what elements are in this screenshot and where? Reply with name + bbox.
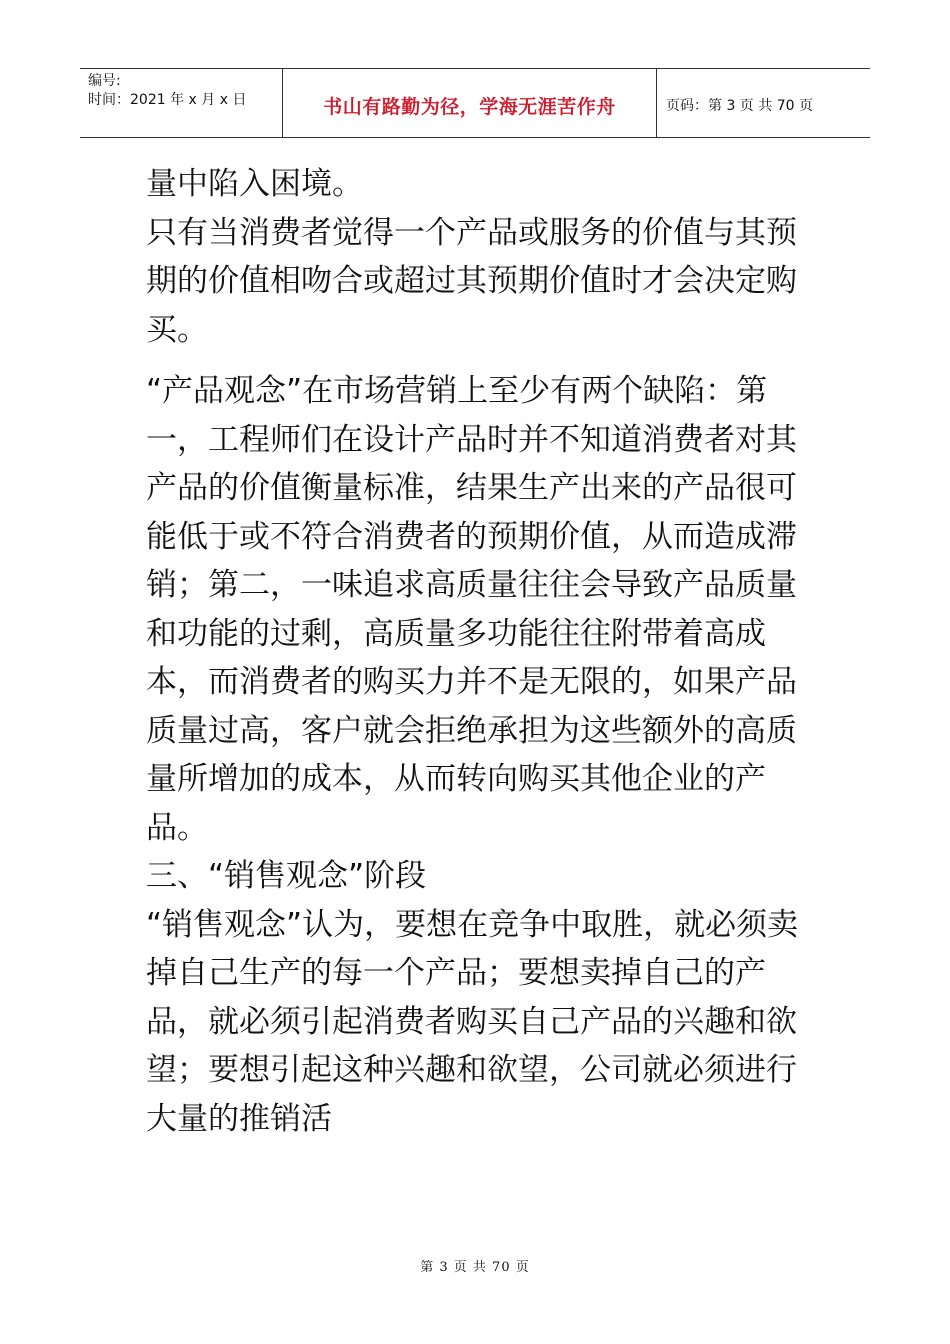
header-page-info: 页码：第 3 页 共 70 页: [666, 98, 813, 114]
header-motto: 书山有路勤为径，学海无涯苦作舟: [323, 95, 616, 118]
paragraph-value-purchase: 只有当消费者觉得一个产品或服务的价值与其预期的价值相吻合或超过其预期价值时才会决定购买。: [146, 214, 797, 348]
document-date-label: 时间：2021 年 x 月 x 日: [88, 92, 247, 108]
header-page-cell: [656, 69, 870, 137]
document-body: [146, 160, 826, 1143]
paragraph-continuation: 量中陷入困境。: [146, 166, 363, 202]
page-footer: 第 3 页 共 70 页: [420, 1260, 530, 1275]
document-number-label: 编号:: [88, 73, 121, 89]
page-header: [80, 68, 870, 138]
paragraph-product-concept-defects: “产品观念”在市场营销上至少有两个缺陷：第一，工程师们在设计产品时并不知道消费者对其产品的价值衡量标准，结果生产出来的产品很可能低于或不符合消费者的预期价值，从而造成滞销；第二，一味追求高质量往往会导致产品质量和功能的过剩，高质量多功能往往附带着高成本，而消费者的购买力并不是无限的，如果产品质量过高，客户就会拒绝承担为这些额外的高质量所增加的成本，从而转向购买其他企业的产品。: [146, 373, 797, 846]
header-motto-cell: [282, 69, 657, 137]
section-heading-sales-concept: 三、“销售观念”阶段: [146, 858, 427, 894]
header-meta-cell: [80, 69, 282, 137]
paragraph-sales-concept: “销售观念”认为，要想在竞争中取胜，就必须卖掉自己生产的每一个产品；要想卖掉自己的产品，就必须引起消费者购买自己产品的兴趣和欲望；要想引起这种兴趣和欲望，公司就必须进行大量的推销活: [146, 906, 799, 1137]
